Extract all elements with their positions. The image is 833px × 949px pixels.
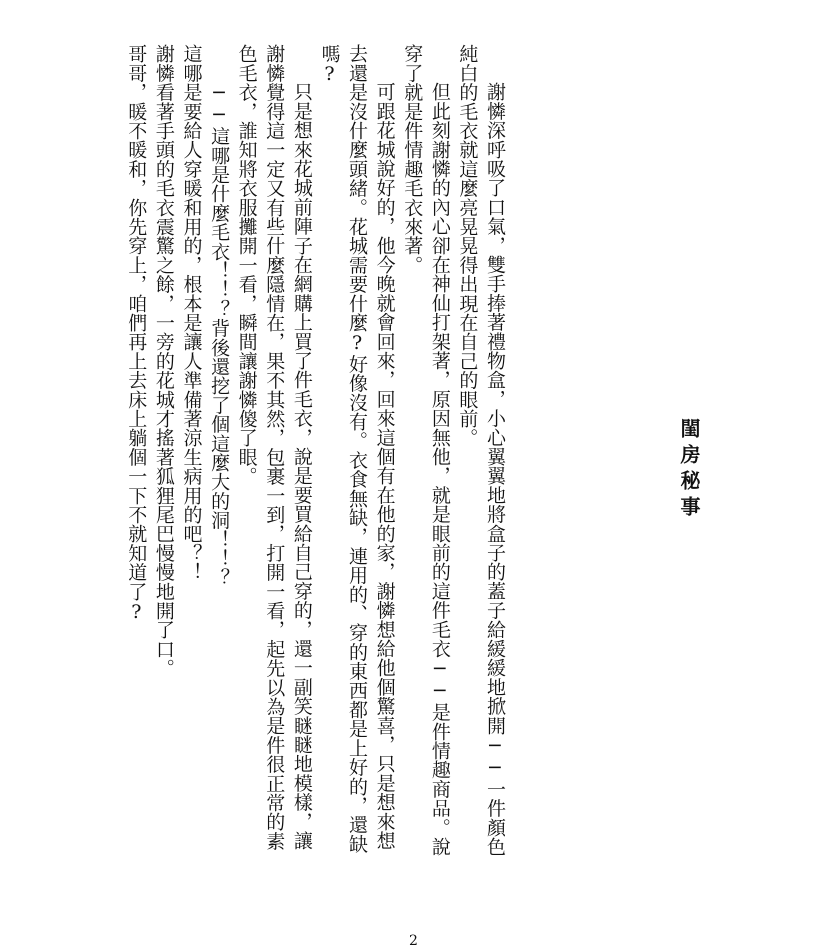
paragraph-6: 這哪是要給人穿暖和用的，根本是讓人準備著涼生病用的吧？！ — [180, 44, 203, 582]
chapter-title: 閨房秘事 — [677, 418, 701, 522]
body-text — [122, 44, 508, 864]
paragraph-8: 哥哥，暖不暖和，你先穿上，咱們再上去床上躺個一下不就知道了? — [125, 44, 148, 623]
paragraph-5: ──這哪是什麼毛衣！！？背後還挖了個這麼大的洞！！？ — [208, 82, 231, 588]
paragraph-2: 但此刻謝憐的內心卻在神仙打架著，原因無他，就是眼前的這件毛衣──是件情趣商品。說穿了就是件情趣毛衣來著。 — [401, 44, 451, 856]
paragraph-1: 謝憐深呼吸了口氣，雙手捧著禮物盒，小心翼翼地將盒子的蓋子給緩緩地掀開──一件顏色純白的毛衣就這麼亮晃晃得出現在自己的眼前。 — [456, 44, 506, 856]
paragraph-4: 只是想來花城前陣子在網購上買了件毛衣，說是要買給自己穿的，還一副笑瞇瞇地模樣，讓謝憐覺得這一定又有些什麼隱情在，果不其然，包裹一到，打開一看，起先以為是件很正常的素色毛衣，誰知將衣服攤開一看，瞬間讓謝憐傻了眼。 — [235, 44, 313, 851]
page-number: 2 — [409, 933, 418, 949]
paragraph-7: 謝憐看著手頭的毛衣震驚之餘，一旁的花城才搖著狐狸尾巴慢慢地開了口。 — [152, 44, 175, 678]
paragraph-3: 可跟花城說好的，他今晚就會回來，回來這個有在他的家，謝憐想給他個驚喜，只是想來想去還是沒什麼頭緒。花城需要什麼?好像沒有。衣食無缺，連用的、穿的東西都是上好的，還缺嗎? — [318, 44, 396, 854]
